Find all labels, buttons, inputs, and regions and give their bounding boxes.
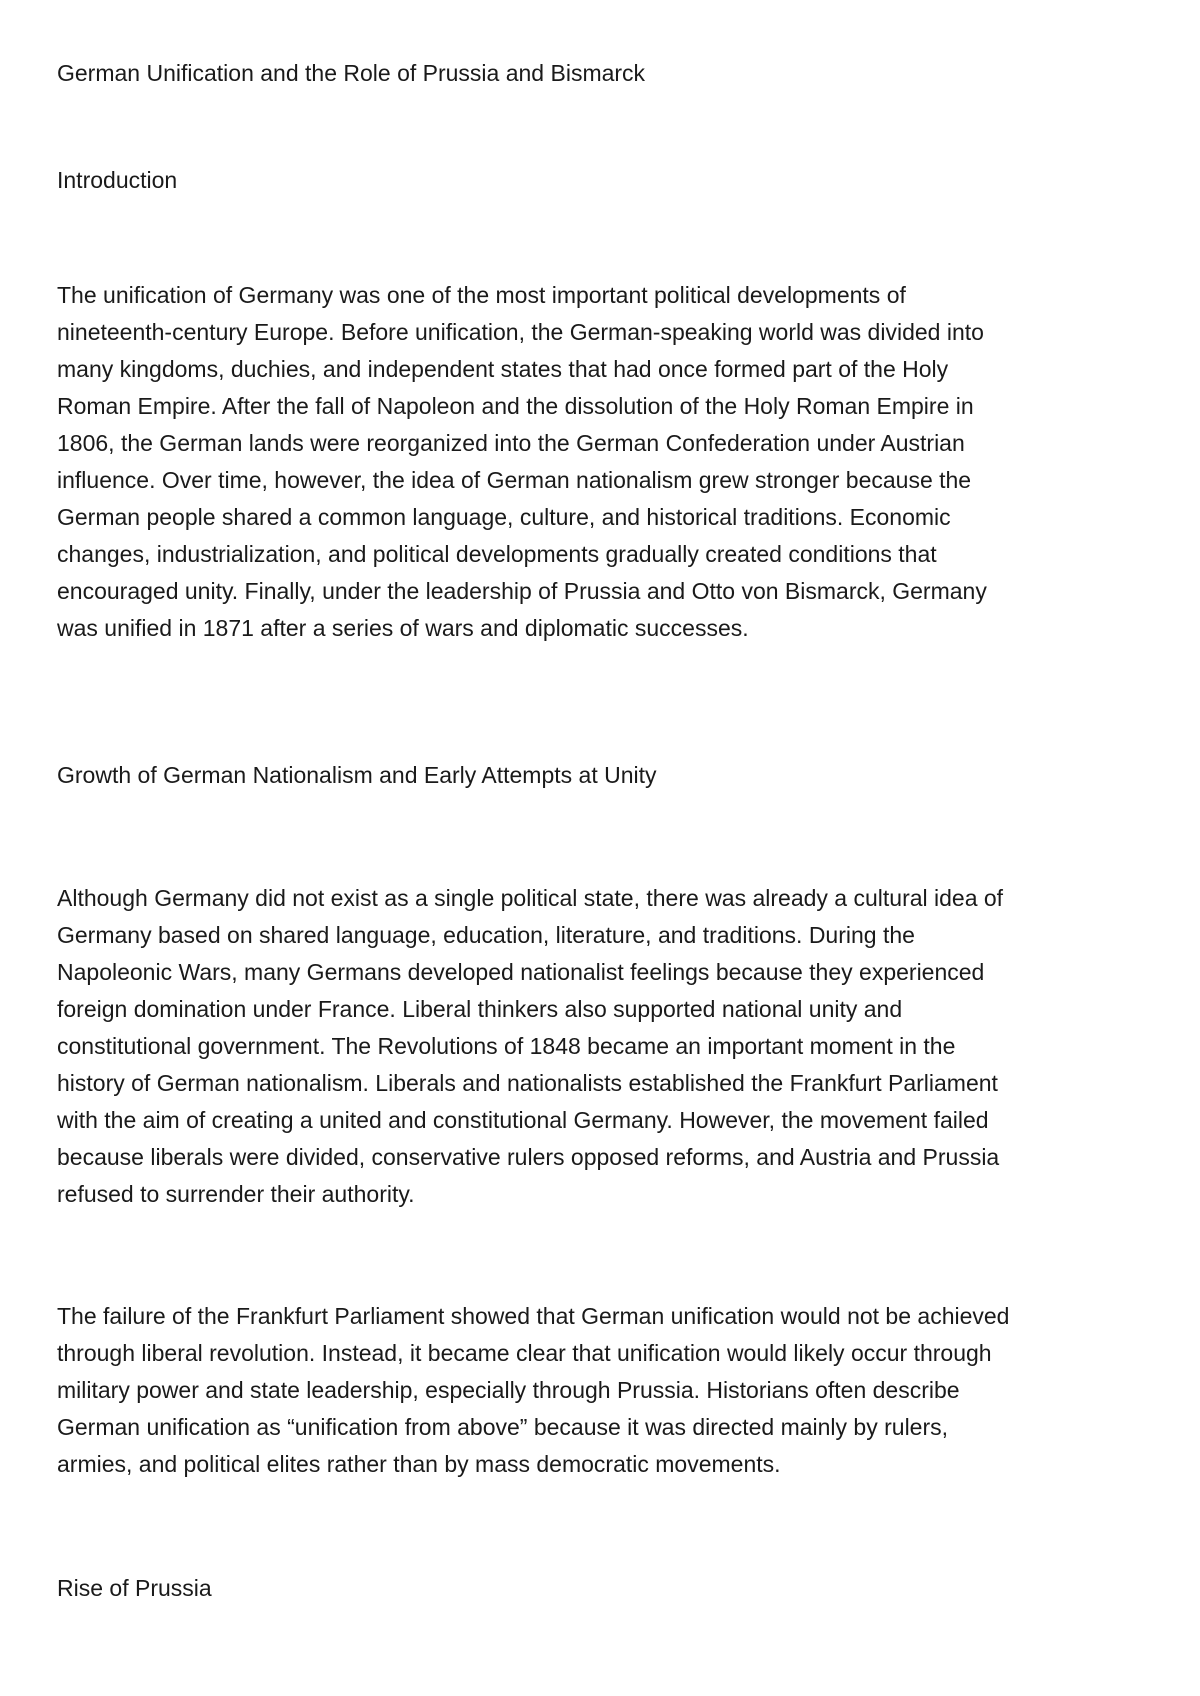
section-heading-nationalism: Growth of German Nationalism and Early Attempts at Unity <box>57 762 657 788</box>
paragraph-nationalism-1: Although Germany did not exist as a single political state, there was already a cultural idea of Germany based on shared language, education, literature, and traditions. During the Napoleonic Wars, many Germans developed nationalist feelings because they experienced foreign domination under France. Liberal thinkers also supported national unity and constitutional government. The Revolutions of 1848 became an important moment in the history of German nationalism. Liberals and nationalists established the Frankfurt Parliament with the aim of creating a united and constitutional Germany. However, the movement failed because liberals were divided, conservative rulers opposed reforms, and Austria and Prussia refused to surrender their authority. <box>57 885 1004 1207</box>
paragraph-nationalism-2: The failure of the Frankfurt Parliament showed that German unification would not be achieved through liberal revolution. Instead, it became clear that unification would likely occur through military power and state leadership, especially through Prussia. Historians often describe German unification as “unification from above” because it was directed mainly by rulers, armies, and political elites rather than by mass democratic movements. <box>57 1303 1010 1477</box>
document-title: German Unification and the Role of Prussia and Bismarck <box>57 60 646 86</box>
section-heading-rise-of-prussia: Rise of Prussia <box>57 1575 212 1601</box>
section-heading-introduction: Introduction <box>57 167 178 193</box>
paragraph-introduction: The unification of Germany was one of the most important political developments of nineteenth-century Europe. Before unification, the German-speaking world was divided into many kingdoms, duchies, and independent states that had once formed part of the Holy Roman Empire. After the fall of Napoleon and the dissolution of the Holy Roman Empire in 1806, the German lands were reorganized into the German Confederation under Austrian influence. Over time, however, the idea of German nationalism grew stronger because the German people shared a common language, culture, and historical traditions. Economic changes, industrialization, and political developments gradually created conditions that encouraged unity. Finally, under the leadership of Prussia and Otto von Bismarck, Germany was unified in 1871 after a series of wars and diplomatic successes. <box>57 282 987 641</box>
